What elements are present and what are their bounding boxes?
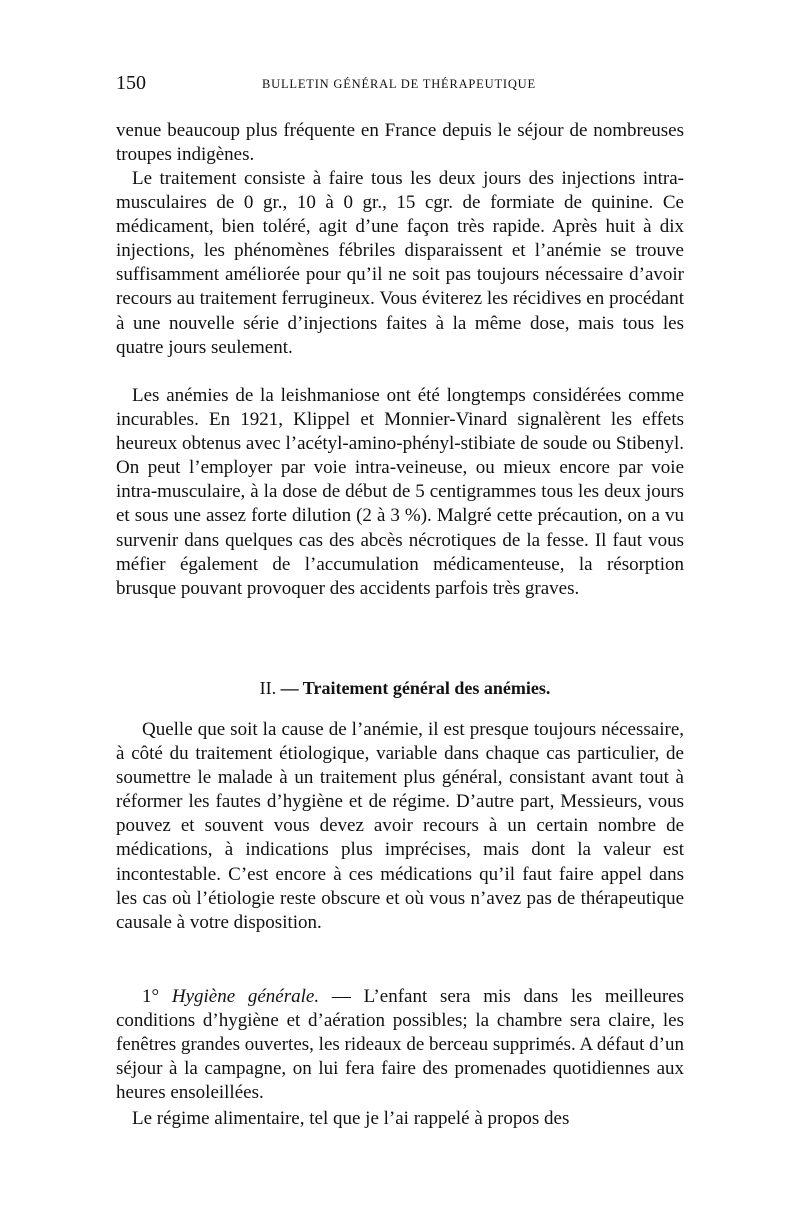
running-header <box>116 72 684 96</box>
item-text: — L’enfant sera mis dans les meilleures conditions d’hygiène et d’aération possibles; la chambre sera claire, les fenêtres grandes ouvertes, les rideaux de berceau supprimés. A défaut d’un séjour à la campagne, on lui fera faire des promenades quotidiennes aux heures ensoleillées. <box>116 986 684 1104</box>
section-heading <box>116 678 684 699</box>
paragraph-hygiene <box>116 985 684 1105</box>
item-title: Hygiène générale. <box>171 986 320 1007</box>
paragraph-general-treatment: Quelle que soit la cause de l’anémie, il est presque toujours nécessaire, à côté du traitement étiologique, variable dans chaque cas particulier, de soumettre le malade à un traitement plus général, consistant avant tout à réformer les fautes d’hygiène et de régime. D’autre part, Messieurs, vous pouvez et souvent vous devez avoir recours à un certain nombre de médications, à indications plus imprécises, mais dont la valeur est incontestable. C’est encore à ces médications qu’il faut faire appel dans les cas où l’étiologie reste obscure et où vous n’avez pas de thérapeutique causale à votre disposition. <box>116 719 684 933</box>
paragraph-continuation: venue beaucoup plus fréquente en France depuis le séjour de nombreuses troupes indigènes. <box>116 120 684 166</box>
section-number: II. <box>259 678 277 698</box>
item-number: 1° <box>142 986 160 1007</box>
paragraph-regime: Le régime alimentaire, tel que je l’ai rappelé à propos des <box>132 1108 570 1129</box>
journal-title: BULLETIN GÉNÉRAL DE THÉRAPEUTIQUE <box>262 77 536 91</box>
paragraph-leishmaniose: Les anémies de la leishmaniose ont été longtemps considérées comme incurables. En 1921, Klippel et Monnier-Vinard signalèrent les effets heureux obtenus avec l’acétyl-amino-phényl-stibiate de soude ou Stibenyl. On peut l’employer par voie intra-veineuse, ou mieux encore par voie intra-musculaire, à la dose de début de 5 centigrammes tous les deux jours et sous une assez forte dilution (2 à 3 %). Malgré cette précaution, on a vu survenir dans quelques cas des abcès nécrotiques de la fesse. Il faut vous méfier également de l’accumulation médicamenteuse, la résorption brusque pouvant provoquer des accidents parfois très graves. <box>116 385 684 599</box>
section-title: — Traitement général des anémies. <box>280 678 551 698</box>
page-number: 150 <box>116 72 146 94</box>
paragraph-treatment-quinine: Le traitement consiste à faire tous les deux jours des injections intra-musculaires de 0 gr., 10 à 0 gr., 15 cgr. de formiate de quinine. Ce médicament, bien toléré, agit d’une façon très rapide. Après huit à dix injections, les phénomènes fébriles disparaissent et l’anémie se trouve suffisamment améliorée pour qu’il ne soit pas toujours nécessaire d’avoir recours au traitement ferrugineux. Vous éviterez les récidives en procédant à une nouvelle série d’injections faites à la même dose, mais tous les quatre jours seulement. <box>116 168 684 358</box>
